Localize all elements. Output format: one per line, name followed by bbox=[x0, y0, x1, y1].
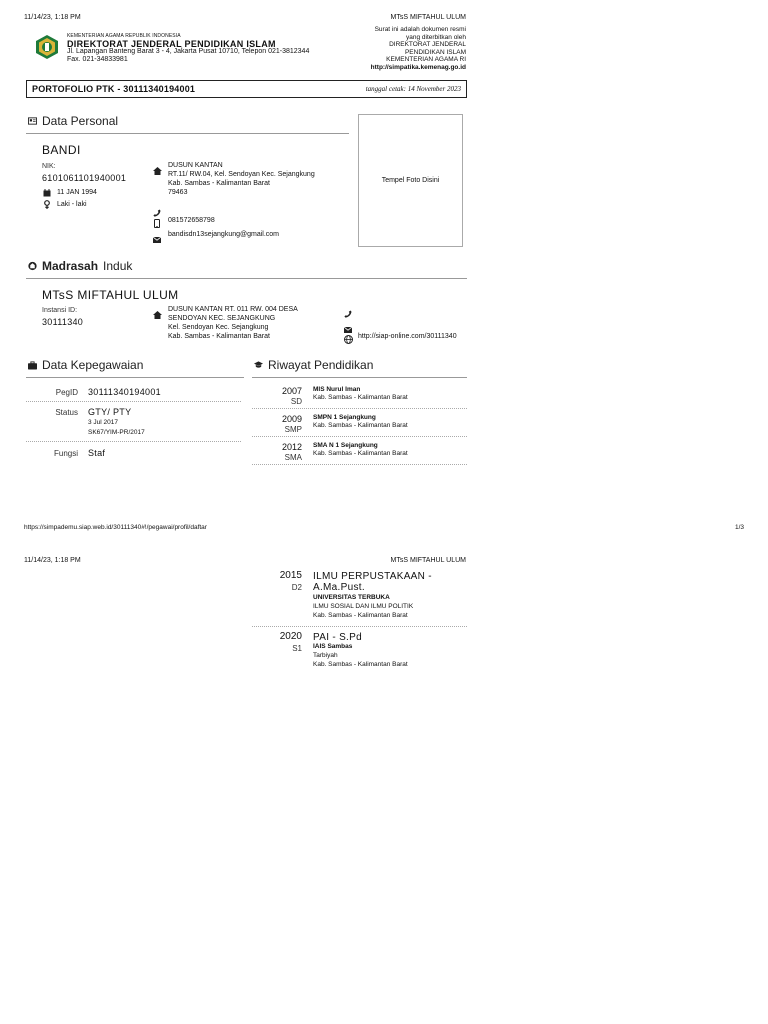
edu-major-line-2: A.Ma.Pust. bbox=[313, 582, 365, 593]
section-data-personal bbox=[28, 114, 118, 128]
person-name: BANDI bbox=[42, 143, 81, 157]
print-datetime: 11/14/23, 1:18 PM bbox=[24, 14, 81, 21]
madrasah-name: MTsS MIFTAHUL ULUM bbox=[42, 288, 179, 302]
edu-year: 2007 bbox=[281, 386, 302, 396]
birth-date-row bbox=[42, 188, 97, 197]
section-title-text: Riwayat Pendidikan bbox=[268, 358, 374, 372]
madrasah-address-line-1: DUSUN KANTAN RT. 011 RW. 004 DESA bbox=[168, 306, 298, 313]
ministry-name: KEMENTERIAN AGAMA REPUBLIK INDONESIA bbox=[67, 33, 181, 39]
graduation-cap-icon bbox=[254, 361, 263, 370]
divider bbox=[252, 626, 467, 627]
ministry-logo-icon bbox=[34, 34, 60, 60]
edu-major: PAI - S.Pd bbox=[313, 632, 362, 643]
status-date: 3 Jul 2017 bbox=[88, 419, 118, 426]
mail-icon bbox=[153, 230, 161, 248]
edu-level: SMA bbox=[284, 453, 302, 462]
note-url: http://simpatika.kemenag.go.id bbox=[370, 63, 466, 71]
org-address-line-1: Jl. Lapangan Banteng Barat 3 - 4, Jakarta Pusat 10710, Telepon 021-3812344 bbox=[67, 48, 310, 55]
nik-value: 6101061101940001 bbox=[42, 173, 127, 183]
globe-icon bbox=[344, 331, 353, 349]
portfolio-title: PORTOFOLIO PTK - 30111340194001 bbox=[32, 84, 196, 94]
edu-major-line-1: ILMU PERPUSTAKAAN - bbox=[313, 571, 432, 582]
section-title-rest: Induk bbox=[103, 259, 133, 273]
divider bbox=[26, 133, 349, 134]
note-line-2: yang diterbitkan oleh bbox=[406, 33, 466, 41]
divider bbox=[26, 278, 467, 279]
madrasah-website[interactable]: http://siap-online.com/30111340 bbox=[358, 333, 457, 340]
calendar-icon bbox=[42, 188, 51, 197]
nik-label: NIK: bbox=[42, 163, 56, 170]
divider bbox=[252, 377, 467, 378]
section-madrasah-induk bbox=[28, 259, 132, 273]
fungsi-label: Fungsi bbox=[53, 449, 78, 458]
postal-code: 79463 bbox=[168, 189, 188, 196]
edu-institution: MIS Nurul Iman bbox=[313, 386, 361, 393]
org-address-line-2: Fax. 021-34833981 bbox=[67, 56, 128, 63]
edu-faculty: Tarbiyah bbox=[313, 652, 338, 659]
edu-location: Kab. Sambas - Kalimantan Barat bbox=[313, 661, 408, 668]
id-card-icon bbox=[28, 117, 37, 126]
mobile-number: 081572658798 bbox=[168, 217, 215, 224]
directorate-name: DIREKTORAT JENDERAL PENDIDIKAN ISLAM bbox=[67, 39, 276, 49]
home-icon bbox=[153, 306, 162, 324]
portfolio-title-box bbox=[26, 80, 467, 98]
address-line-2: RT.11/ RW.04, Kel. Sendoyan Kec. Sejangkung bbox=[168, 171, 315, 178]
edu-level: SMP bbox=[284, 425, 302, 434]
status-label: Status bbox=[55, 408, 78, 417]
edu-location: Kab. Sambas - Kalimantan Barat bbox=[313, 450, 408, 457]
edu-faculty: ILMU SOSIAL DAN ILMU POLITIK bbox=[313, 603, 414, 610]
status-sk: SK67/YIM-PR/2017 bbox=[88, 429, 145, 436]
official-note bbox=[346, 26, 466, 72]
edu-location: Kab. Sambas - Kalimantan Barat bbox=[313, 612, 408, 619]
section-title-text: Data Personal bbox=[42, 114, 119, 128]
print-datetime: 11/14/23, 1:18 PM bbox=[24, 557, 81, 564]
edu-location: Kab. Sambas - Kalimantan Barat bbox=[313, 394, 408, 401]
note-line-4: PENDIDIKAN ISLAM bbox=[404, 48, 466, 56]
edu-level: D2 bbox=[291, 583, 302, 592]
briefcase-icon bbox=[28, 361, 37, 370]
edu-institution: IAIS Sambas bbox=[313, 643, 353, 650]
note-line-5: KEMENTERIAN AGAMA RI bbox=[386, 56, 466, 64]
madrasah-address-line-4: Kab. Sambas - Kalimantan Barat bbox=[168, 333, 270, 340]
madrasah-address-line-2: SENDOYAN KEC. SEJANGKUNG bbox=[168, 315, 276, 322]
school-icon bbox=[28, 262, 37, 271]
edu-year: 2020 bbox=[279, 631, 302, 642]
gender: Laki - laki bbox=[57, 201, 87, 208]
divider bbox=[26, 401, 241, 402]
divider bbox=[26, 441, 241, 442]
section-title-bold: Madrasah bbox=[42, 259, 99, 273]
madrasah-address bbox=[168, 305, 298, 341]
edu-level: S1 bbox=[292, 644, 302, 653]
header-school-name: MTsS MIFTAHUL ULUM bbox=[390, 557, 466, 564]
instansi-id: 30111340 bbox=[42, 317, 84, 327]
status-value: GTY/ PTY bbox=[88, 407, 132, 417]
footer-url[interactable]: https://simpademu.siap.web.id/30111340#!/pegawai/profil/daftar bbox=[24, 524, 207, 531]
edu-institution: SMA N 1 Sejangkung bbox=[313, 442, 378, 449]
madrasah-address-line-3: Kel. Sendoyan Kec. Sejangkung bbox=[168, 324, 269, 331]
edu-location: Kab. Sambas - Kalimantan Barat bbox=[313, 422, 408, 429]
instansi-label: Instansi ID: bbox=[42, 307, 78, 314]
section-riwayat-pendidikan bbox=[254, 358, 373, 372]
page-number: 1/3 bbox=[734, 524, 744, 531]
home-icon bbox=[153, 162, 162, 180]
personal-address bbox=[168, 161, 315, 197]
gender-icon bbox=[42, 200, 51, 209]
photo-placeholder: Tempel Foto Disini bbox=[358, 114, 463, 247]
print-date: tanggal cetak: 14 November 2023 bbox=[365, 85, 461, 93]
email: bandisdn13sejangkung@gmail.com bbox=[168, 231, 280, 238]
divider bbox=[26, 377, 244, 378]
edu-year: 2012 bbox=[281, 442, 302, 452]
note-line-1: Surat ini adalah dokumen resmi bbox=[374, 26, 466, 33]
edu-institution: UNIVERSITAS TERBUKA bbox=[313, 594, 390, 601]
edu-institution: SMPN 1 Sejangkung bbox=[313, 414, 376, 421]
fungsi-value: Staf bbox=[88, 448, 106, 458]
address-line-1: DUSUN KANTAN bbox=[168, 162, 223, 169]
edu-year: 2015 bbox=[279, 570, 302, 581]
section-title-text: Data Kepegawaian bbox=[42, 358, 144, 372]
edu-year: 2009 bbox=[281, 414, 302, 424]
address-line-3: Kab. Sambas - Kalimantan Barat bbox=[168, 180, 270, 187]
note-line-3: DIREKTORAT JENDERAL bbox=[389, 41, 466, 49]
divider bbox=[252, 408, 467, 409]
pegid-label: PegID bbox=[55, 388, 78, 397]
pegid-value: 30111340194001 bbox=[88, 387, 161, 397]
org-address bbox=[67, 48, 309, 64]
header-school-name: MTsS MIFTAHUL ULUM bbox=[390, 14, 466, 21]
edu-level: SD bbox=[290, 397, 302, 406]
divider bbox=[252, 464, 467, 465]
gender-row bbox=[42, 200, 87, 209]
edu-major bbox=[313, 571, 432, 593]
section-data-kepegawaian bbox=[28, 358, 143, 372]
divider bbox=[252, 436, 467, 437]
birth-date: 11 JAN 1994 bbox=[57, 189, 97, 196]
